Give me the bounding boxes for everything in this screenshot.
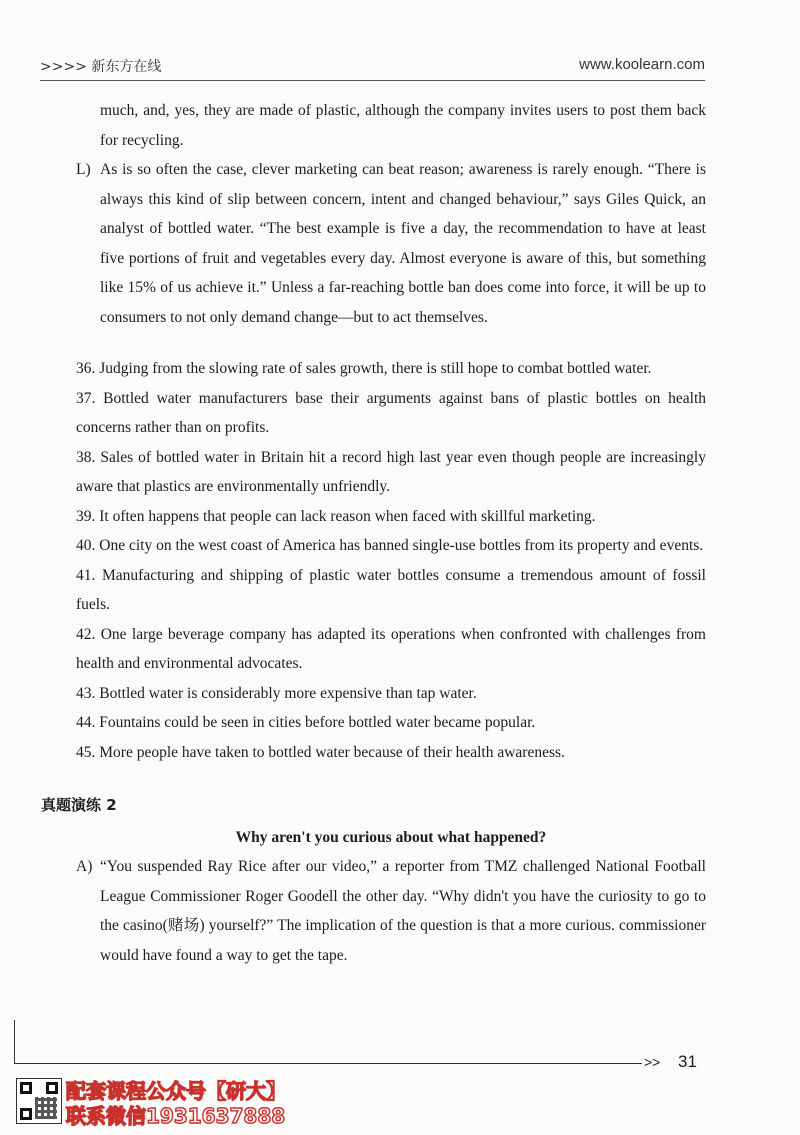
footer-arrow: >> [644,1054,661,1070]
question-44: 44. Fountains could be seen in cities before bottled water became popular. [76,714,536,731]
paragraph-a [76,852,706,970]
footer-left-divider [14,1020,15,1064]
question-42: 42. One large beverage company has adapted its operations when confronted with challenges from health and environmental advocates. [76,625,706,672]
header-divider [40,80,705,81]
question-40: 40. One city on the west coast of America has banned single-use bottles from its property and events. [76,537,704,554]
promo-line-1: 配套课程公众号【研大】 [66,1079,286,1103]
question-43: 43. Bottled water is considerably more expensive than tap water. [76,684,477,702]
page-header [40,56,705,80]
question-41: 41. Manufacturing and shipping of plastic water bottles consume a tremendous amount of fossil fuels. [76,566,706,613]
page-number: 31 [678,1052,697,1071]
question-39: 39. It often happens that people can lack reason when faced with skillful marketing. [76,507,596,525]
section-title: 真题演练 2 [41,796,117,814]
paragraph-a-label: A) [76,858,93,875]
footer-divider [14,1063,642,1064]
article-title: Why aren't you curious about what happened? [235,828,547,846]
question-37: 37. Bottled water manufacturers base their arguments against bans of plastic bottles on health concerns rather than on profits. [76,389,706,436]
header-url: www.koolearn.com [579,56,705,73]
qr-code-icon [16,1078,62,1124]
question-36: 36. Judging from the slowing rate of sales growth, there is still hope to combat bottled water. [76,360,652,377]
passage-continuation-text: much, and, yes, they are made of plastic, although the company invites users to post them back for recycling. [100,102,706,149]
paragraph-l [76,155,706,332]
page-content [41,96,706,970]
question-45: 45. More people have taken to bottled water because of their health awareness. [76,743,565,761]
header-brand: >>>> 新东方在线 [40,59,162,75]
promo-line-2: 联系微信1931637888 [66,1104,286,1128]
paragraph-a-text: “You suspended Ray Rice after our video,” a reporter from TMZ challenged National Football League Commissioner Roger Goodell the other day. “Why didn't you have the curiosity to go to the casino(赌场) yourself?” The implication of the question is that a more curious. commissioner would have found a way to get the tape. [100,858,706,964]
question-38: 38. Sales of bottled water in Britain hit a record high last year even though people are increasingly aware that plastics are environmentally unfriendly. [76,448,706,495]
passage-continuation [76,96,706,155]
paragraph-l-text: As is so often the case, clever marketing can beat reason; awareness is rarely enough. “There is always this kind of slip between concern, intent and changed behaviour,” says Giles Quick, an analyst of bottled water. “The best example is five a day, the recommendation to have at least five portions of fruit and vegetables every day. Almost everyone is aware of this, but something like 15% of us achieve it.” Unless a far-reaching bottle ban does come into force, it will be up to consumers to not only demand change—but to act themselves. [100,161,706,326]
paragraph-l-label: L) [76,161,91,178]
